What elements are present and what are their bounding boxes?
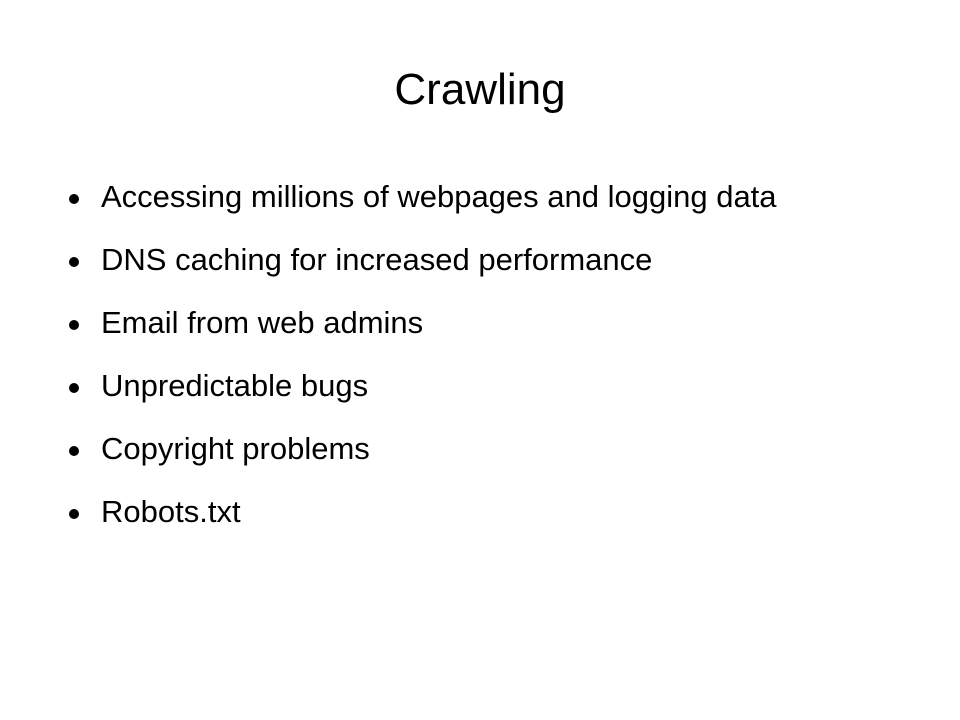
bullet-text: Robots.txt xyxy=(101,494,241,529)
bullet-text: Email from web admins xyxy=(101,305,424,340)
bullet-text: Accessing millions of webpages and logging data xyxy=(101,179,777,214)
slide-title: Crawling xyxy=(394,65,566,114)
bullet-list xyxy=(64,175,884,553)
bullet-item xyxy=(64,427,884,471)
bullet-item xyxy=(64,364,884,408)
bullet-dot-icon xyxy=(69,383,79,393)
bullet-text: Unpredictable bugs xyxy=(101,368,369,403)
bullet-dot-icon xyxy=(69,194,79,204)
bullet-item xyxy=(64,490,884,534)
bullet-item xyxy=(64,238,884,282)
bullet-item xyxy=(64,175,884,219)
bullet-item xyxy=(64,301,884,345)
bullet-text: Copyright problems xyxy=(101,431,370,466)
bullet-dot-icon xyxy=(69,320,79,330)
bullet-dot-icon xyxy=(69,509,79,519)
bullet-dot-icon xyxy=(69,446,79,456)
bullet-text: DNS caching for increased performance xyxy=(101,242,653,277)
bullet-dot-icon xyxy=(69,257,79,267)
